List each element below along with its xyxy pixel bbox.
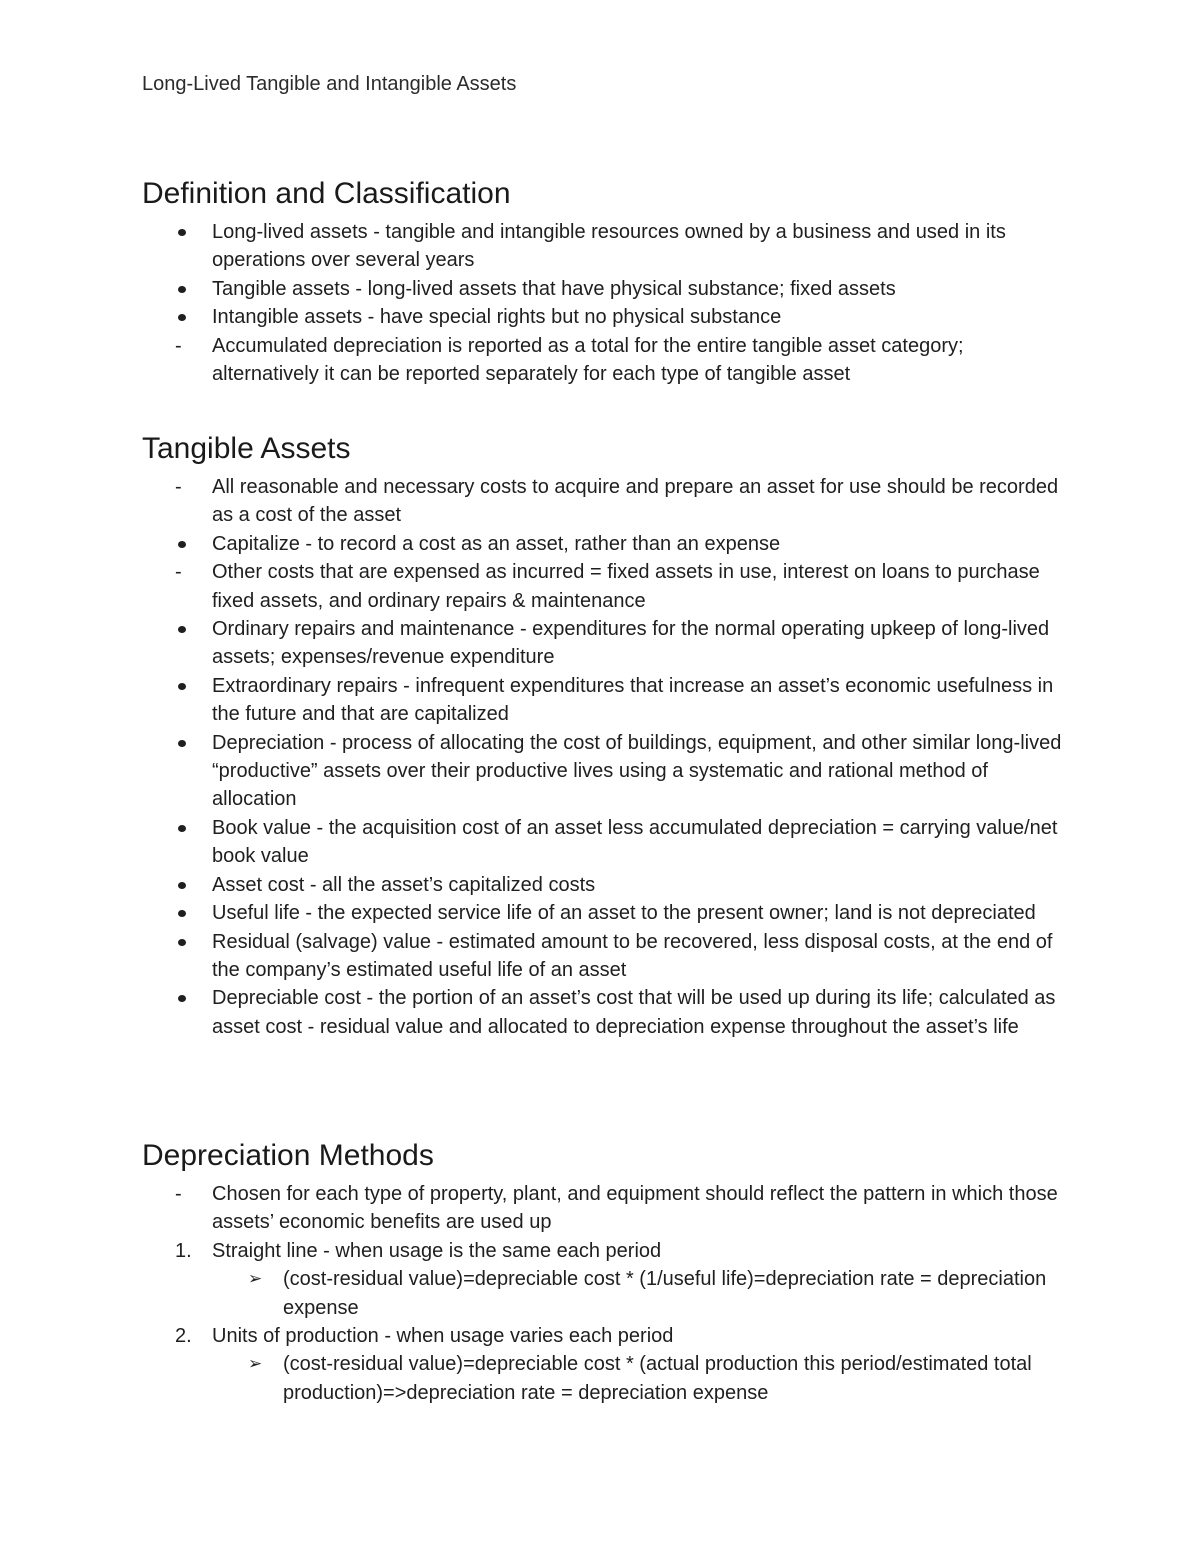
section-tangible-assets: [142, 430, 1072, 1041]
section-heading: Definition and Classification: [142, 177, 511, 210]
list-item-text: Ordinary repairs and maintenance - expenditures for the normal operating upkeep of long-lived assets; expenses/revenue expenditure: [212, 618, 1050, 669]
bullet-dash-icon: [142, 558, 212, 586]
section-list: [142, 218, 1072, 388]
list-item-text: Residual (salvage) value - estimated amount to be recovered, less disposal costs, at the end of the company’s estimated useful life of an asset: [212, 930, 1053, 981]
bullet-dot-icon: [142, 275, 212, 303]
list-item: [142, 1180, 1072, 1237]
list-item: [142, 275, 1072, 303]
list-item: [142, 218, 1072, 275]
list-item-text: (cost-residual value)=depreciable cost * (actual production this period/estimated total production)=>depreciation rate = depreciation expense: [283, 1353, 1032, 1404]
section-heading: Tangible Assets: [142, 432, 351, 465]
list-item-text: Book value - the acquisition cost of an asset less accumulated depreciation = carrying value/net book value: [212, 816, 1058, 868]
list-item: [142, 871, 1072, 899]
list-item: [142, 332, 1072, 389]
list-number: [142, 1322, 212, 1350]
list-item-text: Intangible assets - have special rights but no physical substance: [212, 306, 782, 329]
list-number-text: 1.: [175, 1239, 192, 1262]
list-number: [142, 1237, 212, 1265]
section-list: [142, 1180, 1072, 1407]
list-item: [142, 558, 1072, 615]
arrow-bullet-icon: [213, 1265, 283, 1293]
list-item-text: Extraordinary repairs - infrequent expenditures that increase an asset’s economic usefulness in the future and that are capitalized: [212, 674, 1054, 726]
list-item: [142, 928, 1072, 985]
bullet-dot-icon: [142, 672, 212, 700]
sub-list-item: [142, 1350, 1072, 1407]
list-item-text: Other costs that are expensed as incurred = fixed assets in use, interest on loans to purchase fixed assets, and ordinary repairs & maintenance: [212, 561, 1040, 612]
list-item-text: Accumulated depreciation is reported as a total for the entire tangible asset category; alternatively it can be reported separately for each type of tangible asset: [212, 334, 964, 386]
list-item: [142, 1322, 1072, 1350]
list-item-text: Depreciable cost - the portion of an asset’s cost that will be used up during its life; calculated as asset cost - residual value and allocated to depreciation expense throughout the asset’s life: [212, 987, 1056, 1038]
list-item: [142, 303, 1072, 331]
section-definition-and-classification: [142, 175, 1072, 388]
bullet-dot-icon: [142, 899, 212, 927]
list-item: [142, 672, 1072, 729]
list-item: [142, 814, 1072, 871]
bullet-dot-icon: [142, 928, 212, 956]
list-item-text: All reasonable and necessary costs to acquire and prepare an asset for use should be recorded as a cost of the asset: [212, 476, 1059, 527]
bullet-dash-icon: [142, 473, 212, 501]
bullet-dot-icon: [142, 814, 212, 842]
list-item: [142, 729, 1072, 814]
bullet-dash-icon: [142, 1180, 212, 1208]
bullet-dot-icon: [142, 729, 212, 757]
list-item-text: Depreciation - process of allocating the cost of buildings, equipment, and other similar long-lived “productive” assets over their productive lives using a systematic and rational method of allocation: [212, 731, 1062, 811]
section-heading: Depreciation Methods: [142, 1139, 434, 1172]
sub-list-item: [142, 1265, 1072, 1322]
list-item: [142, 1237, 1072, 1265]
list-item-text: Useful life - the expected service life of an asset to the present owner; land is not depreciated: [212, 902, 1036, 925]
list-item-text: Long-lived assets - tangible and intangible resources owned by a business and used in its operations over several years: [212, 221, 1006, 272]
list-item-text: Straight line - when usage is the same each period: [212, 1239, 662, 1262]
section-list: [142, 473, 1072, 1041]
list-item: [142, 899, 1072, 927]
list-item-text: (cost-residual value)=depreciable cost * (1/useful life)=depreciation rate = depreciation expense: [283, 1268, 1047, 1319]
arrow-bullet-icon: [213, 1350, 283, 1378]
bullet-dot-icon: [142, 530, 212, 558]
list-item-text: Asset cost - all the asset’s capitalized costs: [212, 873, 596, 896]
bullet-dot-icon: [142, 871, 212, 899]
bullet-dot-icon: [142, 218, 212, 246]
bullet-dot-icon: [142, 303, 212, 331]
list-item: [142, 530, 1072, 558]
list-number-text: 2.: [175, 1325, 192, 1348]
bullet-dot-icon: [142, 615, 212, 643]
list-item-text: Capitalize - to record a cost as an asset, rather than an expense: [212, 532, 781, 555]
list-item-text: Units of production - when usage varies each period: [212, 1325, 674, 1348]
section-depreciation-methods: [142, 1137, 1072, 1407]
list-item-text: Tangible assets - long-lived assets that have physical substance; fixed assets: [212, 277, 896, 300]
list-item: [142, 473, 1072, 530]
list-item: [142, 615, 1072, 672]
document-header-title: Long-Lived Tangible and Intangible Assets: [142, 73, 517, 95]
list-item: [142, 984, 1072, 1041]
bullet-dash-icon: [142, 332, 212, 360]
bullet-dot-icon: [142, 984, 212, 1012]
list-item-text: Chosen for each type of property, plant, and equipment should reflect the pattern in which those assets’ economic benefits are used up: [212, 1183, 1058, 1234]
